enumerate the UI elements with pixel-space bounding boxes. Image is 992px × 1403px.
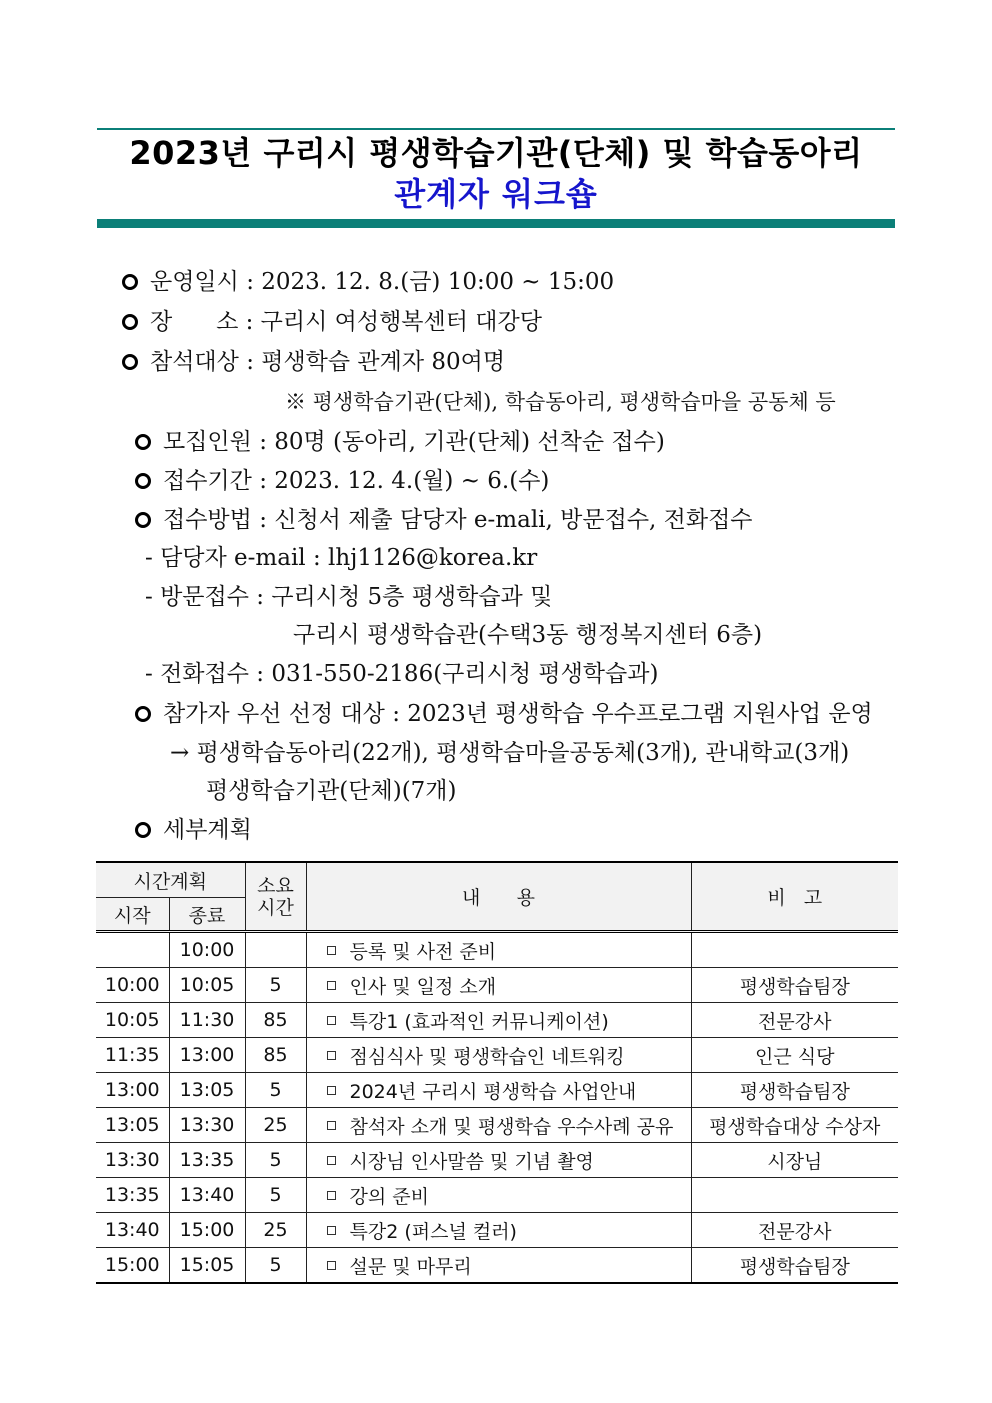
recruit-label: 모집인원 (163, 429, 252, 455)
cell-content-text: 점심식사 및 평생학습인 네트워킹 (349, 1045, 625, 1068)
header-time-plan: 시간계획 (96, 862, 245, 898)
header-duration (245, 862, 306, 932)
cell-start: 13:30 (96, 1143, 169, 1178)
target-value: : 평생학습 관계자 80여명 (246, 349, 506, 375)
table-row (96, 1038, 898, 1073)
table-row (96, 1073, 898, 1108)
cell-content (306, 968, 691, 1003)
cell-end: 10:05 (169, 968, 245, 1003)
cell-content-text: 설문 및 마무리 (349, 1255, 472, 1278)
square-bullet-icon (327, 1156, 336, 1165)
cell-start: 10:05 (96, 1003, 169, 1038)
method-value: : 신청서 제출 담당자 e-mali, 방문접수, 전화접수 (259, 507, 753, 533)
cell-duration (245, 932, 306, 968)
circle-bullet-icon (135, 822, 151, 838)
square-bullet-icon (327, 946, 336, 955)
circle-bullet-icon (122, 314, 138, 330)
cell-duration: 25 (245, 1213, 306, 1248)
info-method (135, 504, 753, 536)
cell-end: 13:40 (169, 1178, 245, 1213)
cell-end: 13:30 (169, 1108, 245, 1143)
header-start: 시작 (96, 898, 169, 932)
title-bottom-rule (97, 219, 895, 228)
recruit-value: : 80명 (동아리, 기관(단체) 선착순 접수) (259, 429, 665, 455)
square-bullet-icon (327, 1261, 336, 1270)
cell-end: 13:00 (169, 1038, 245, 1073)
cell-duration: 85 (245, 1003, 306, 1038)
square-bullet-icon (327, 1086, 336, 1095)
square-bullet-icon (327, 1051, 336, 1060)
table-row (96, 1108, 898, 1143)
cell-duration: 5 (245, 1073, 306, 1108)
table-row (96, 1248, 898, 1284)
table-row (96, 968, 898, 1003)
info-date (122, 266, 614, 298)
cell-duration: 5 (245, 1248, 306, 1284)
cell-start: 11:35 (96, 1038, 169, 1073)
info-target (122, 346, 505, 378)
cell-content (306, 1073, 691, 1108)
cell-duration: 5 (245, 968, 306, 1003)
cell-note: 평생학습대상 수상자 (691, 1108, 898, 1143)
cell-start: 13:05 (96, 1108, 169, 1143)
cell-note: 평생학습팀장 (691, 968, 898, 1003)
table-row (96, 1003, 898, 1038)
header-end: 종료 (169, 898, 245, 932)
cell-content-text: 특강1 (효과적인 커뮤니케이션) (349, 1010, 609, 1033)
cell-content (306, 1143, 691, 1178)
cell-end: 13:05 (169, 1073, 245, 1108)
square-bullet-icon (327, 1016, 336, 1025)
priority-value: : 2023년 평생학습 우수프로그램 지원사업 운영 (392, 701, 873, 727)
priority-line-2: 평생학습기관(단체)(7개) (206, 778, 457, 804)
cell-start (96, 932, 169, 968)
info-plan (135, 814, 252, 846)
square-bullet-icon (327, 1121, 336, 1130)
cell-content-text: 특강2 (퍼스널 컬러) (349, 1220, 517, 1243)
phone-line: - 전화접수 : 031-550-2186(구리시청 평생학습과) (145, 661, 659, 687)
table-row (96, 1143, 898, 1178)
header-duration-line1: 소요 (257, 874, 294, 897)
square-bullet-icon (327, 1191, 336, 1200)
target-label: 참석대상 (150, 349, 239, 375)
cell-note (691, 932, 898, 968)
cell-content (306, 1213, 691, 1248)
cell-content-text: 2024년 구리시 평생학습 사업안내 (349, 1080, 637, 1103)
cell-content (306, 932, 691, 968)
cell-content-text: 등록 및 사전 준비 (349, 940, 497, 963)
cell-duration: 85 (245, 1038, 306, 1073)
plan-label: 세부계획 (163, 817, 252, 843)
priority-label: 참가자 우선 선정 대상 (163, 701, 385, 727)
circle-bullet-icon (122, 354, 138, 370)
method-label: 접수방법 (163, 507, 252, 533)
cell-content (306, 1108, 691, 1143)
cell-note (691, 1178, 898, 1213)
cell-content (306, 1038, 691, 1073)
cell-content (306, 1003, 691, 1038)
page-subtitle: 관계자 워크숍 (394, 175, 598, 213)
date-label: 운영일시 (150, 269, 239, 295)
cell-duration: 25 (245, 1108, 306, 1143)
period-label: 접수기간 (163, 468, 252, 494)
cell-end: 10:00 (169, 932, 245, 968)
info-priority (135, 698, 873, 730)
cell-start: 13:40 (96, 1213, 169, 1248)
cell-end: 15:00 (169, 1213, 245, 1248)
cell-start: 15:00 (96, 1248, 169, 1284)
page-title: 2023년 구리시 평생학습기관(단체) 및 학습동아리 (129, 134, 863, 172)
cell-note: 전문강사 (691, 1213, 898, 1248)
cell-duration: 5 (245, 1178, 306, 1213)
visit-line-2: 구리시 평생학습관(수택3동 행정복지센터 6층) (293, 622, 763, 648)
title-top-rule (97, 128, 895, 130)
cell-duration: 5 (245, 1143, 306, 1178)
cell-start: 13:35 (96, 1178, 169, 1213)
period-value: : 2023. 12. 4.(월) ~ 6.(수) (259, 468, 550, 494)
info-period (135, 465, 549, 497)
place-value: : 구리시 여성행복센터 대강당 (245, 309, 542, 335)
cell-note: 전문강사 (691, 1003, 898, 1038)
target-note: ※ 평생학습기관(단체), 학습동아리, 평생학습마을 공동체 등 (285, 390, 836, 414)
cell-note: 평생학습팀장 (691, 1248, 898, 1284)
email-line: - 담당자 e-mail : lhj1126@korea.kr (145, 545, 538, 571)
table-row (96, 1213, 898, 1248)
circle-bullet-icon (135, 706, 151, 722)
place-label: 장 소 (150, 309, 239, 335)
info-recruit (135, 426, 665, 458)
circle-bullet-icon (135, 473, 151, 489)
cell-content (306, 1248, 691, 1284)
circle-bullet-icon (122, 274, 138, 290)
priority-line-1: → 평생학습동아리(22개), 평생학습마을공동체(3개), 관내학교(3개) (170, 740, 850, 766)
cell-end: 15:05 (169, 1248, 245, 1284)
cell-content-text: 참석자 소개 및 평생학습 우수사례 공유 (349, 1115, 674, 1138)
cell-content (306, 1178, 691, 1213)
cell-start: 10:00 (96, 968, 169, 1003)
square-bullet-icon (327, 981, 336, 990)
schedule-table (96, 861, 898, 1284)
visit-line-1: - 방문접수 : 구리시청 5층 평생학습과 및 (145, 584, 553, 610)
cell-content-text: 강의 준비 (349, 1185, 429, 1208)
header-duration-line2: 시간 (257, 896, 294, 919)
cell-note: 인근 식당 (691, 1038, 898, 1073)
cell-note: 평생학습팀장 (691, 1073, 898, 1108)
cell-content-text: 시장님 인사말씀 및 기념 촬영 (349, 1150, 594, 1173)
cell-end: 13:35 (169, 1143, 245, 1178)
cell-start: 13:00 (96, 1073, 169, 1108)
cell-note: 시장님 (691, 1143, 898, 1178)
square-bullet-icon (327, 1226, 336, 1235)
cell-end: 11:30 (169, 1003, 245, 1038)
header-content: 내 용 (306, 862, 691, 932)
table-row (96, 1178, 898, 1213)
cell-content-text: 인사 및 일정 소개 (349, 975, 497, 998)
circle-bullet-icon (135, 512, 151, 528)
table-row (96, 932, 898, 968)
circle-bullet-icon (135, 434, 151, 450)
date-value: : 2023. 12. 8.(금) 10:00 ~ 15:00 (246, 269, 615, 295)
info-place (122, 306, 542, 338)
header-note: 비 고 (691, 862, 898, 932)
